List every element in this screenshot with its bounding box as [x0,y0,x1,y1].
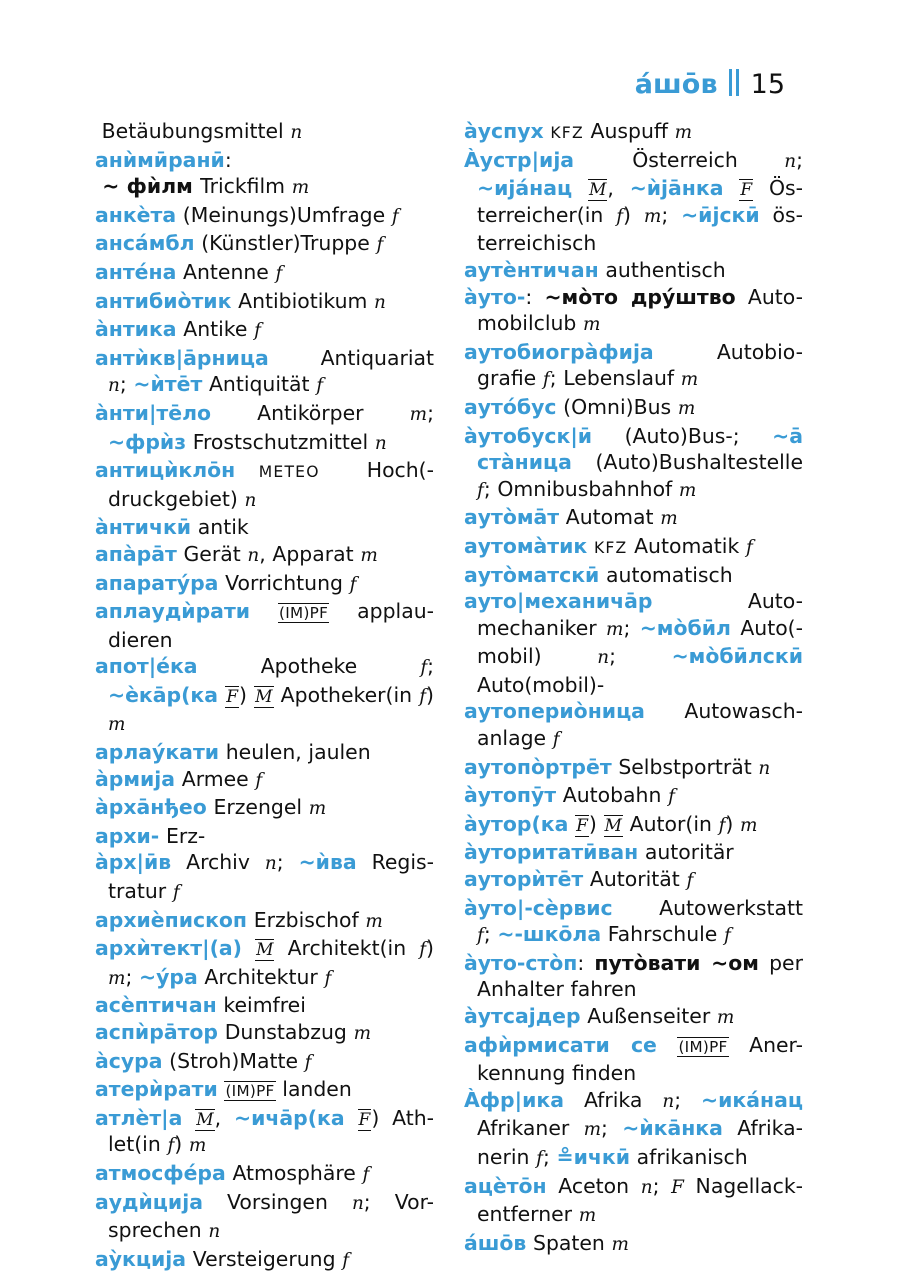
aspect-marker-impf: (IM)PF [279,604,329,623]
entry-automehanicar: ауто|механичāр Auto-mechaniker m; ~мòбӣл Auto(-mobil) n; ~мòбӣлскӣ Auto(mobil)- [464,589,803,697]
gender-marker-m: M [588,180,607,201]
entry-autobus: аутóбус (Omni)Bus m [464,394,696,419]
entry-autoservis: àуто|-сѐрвис Autowerkstatt f; ~-шкōла Fahrschule f [464,895,803,947]
entry-aukcija: аỳкција Versteigerung f [95,1246,350,1271]
gender-marker-m: M [255,686,273,707]
entry-aparatura: апаратýра Vorrichtung f [95,570,357,595]
entry-ansambl: ансáмбл (Künstler)Truppe f [95,231,384,256]
dictionary-body [95,118,803,1274]
page-number: 15 [750,69,785,100]
entry-arhandjeo: àрхāнђео Erzengel m [95,795,327,820]
running-head-word: áшōв [634,69,718,100]
swung-dash-variant-icon: ≗ичкӣ [556,1144,630,1169]
entry-autoperionica: аутопериòница Autowasch-anlage f [464,699,803,751]
entry-afirmisati-se: афѝрмисати се (IM)PF Aner-kennung finden [464,1032,803,1086]
aspect-marker-impf: (IM)PF [678,1037,728,1056]
left-column [95,118,434,1274]
right-column [464,118,803,1274]
entry-automat: аутòмāт Automat m [464,505,678,530]
entry-antibiotik: антибиòтик Antibiotikum n [95,288,386,313]
gender-marker-m: M [196,1109,214,1130]
entry-audicija: аудѝција Vorsingen n; Vor-sprechen n [95,1189,434,1243]
entry-aplaudirati: аплаудѝрати (IM)PF applau-dieren [95,599,434,652]
entry-aceton: ацѐтōн Aceton n; F Nagellack-entferner m [464,1173,803,1227]
entry-anticki: àнтичкӣ antik [95,515,249,540]
entry-autoritet: ауторѝтēт Autorität f [464,867,694,892]
running-head [635,66,785,98]
entry-apoteka: апот|éка Apotheke f; ~èкāр(ка F) M Apotheker(in f) m [95,654,435,736]
entry-autobuski: àутобуск|ӣ (Auto)Bus-; ~ā стàница (Auto)Bushaltestelle f; Omnibusbahnhof m [464,423,803,501]
gender-marker-f: F [576,815,588,836]
entry-armija: àрмија Armee f [95,766,263,791]
entry-atmosfera: атмосфéра Atmosphäre f [95,1160,370,1185]
gender-marker-m: M [256,940,274,961]
entry-continuation-betaubungsmittel: Betäubungsmittel n [95,119,303,143]
entry-autoportret: аутопòртрēт Selbstporträt n [464,754,771,779]
double-vertical-rule-icon [729,69,740,96]
entry-arlaukati: арлаýкати heulen, jaulen [95,740,371,765]
entry-asov: áшōв Spaten m [464,1230,629,1255]
entry-aseptican: асѐптичан keimfrei [95,993,306,1018]
entry-arhiv: àрх|ӣв Archiv n; ~ѝва Regis-tratur f [95,850,434,904]
gender-marker-f: F [226,686,238,707]
entry-autenticam: аутѐнтичан authentisch [464,257,726,282]
aspect-marker-impf: (IM)PF [225,1082,275,1101]
gender-marker-f: F [358,1109,371,1130]
entry-aterirati: атерѝрати (IM)PF landen [95,1077,352,1102]
entry-anketa: анкѐта (Meinungs)Umfrage f [95,202,399,227]
entry-autoritativan: àуторитатӣван autoritär [464,840,734,865]
entry-autor: àутор(ка F) M Autor(in f) m [464,811,758,836]
entry-antitelo: àнти|тēло Antikörper m; ~фрѝз Frostschutzmittel n [95,400,434,454]
entry-auspuh: àуспух KFZ Auspuff m [464,119,693,143]
entry-asura: àсура (Stroh)Matte f [95,1048,312,1073]
entry-arhitekt: архѝтект|(а) M Architekt(in f) m; ~ýра Architektur f [95,936,435,989]
gender-marker-m: M [604,815,622,836]
entry-automatik: аутомàтик KFZ Automatik f [464,533,753,558]
entry-autsajder: àутсајдер Außenseiter m [464,1004,735,1028]
entry-animirani-film: ~ фѝлм Trickfilm m [95,174,310,199]
entry-antika: àнтика Antike f [95,317,261,342]
gender-marker-f: F [740,180,753,201]
entry-afrika: Àфр|ика Afrika n; ~икáнац Afrikaner m; ~ѝкāнка Afrika-nerin f; ≗ичкӣ afrikanisch [464,1087,803,1169]
entry-automatski: аутòматскӣ automatisch [464,562,733,587]
entry-autostop: àуто-стòп: путòвати ~ом per Anhalter fahren [464,950,803,1002]
entry-austrija: Àустр|ија Österreich n; ~ијáнац M, ~ѝјāнка F Ös-terreicher(in f) m; ~ӣјскӣ ös-terreichisch [464,147,804,256]
entry-atleta: атлѐт|а M, ~ичāр(ка F) Ath-let(in f) m [95,1105,434,1157]
entry-aspirator: аспѝрāтор Dunstabzug m [95,1020,372,1044]
entry-antena: антéна Antenne f [95,259,283,284]
entry-aparat: апàрāт Gerät n, Apparat m [95,541,378,566]
entry-anticiklon: антицѝклōн METEO Hoch(-druckgebiet) n [95,458,434,511]
entry-antikvarnica: антѝкв|āрница Antiquariat n; ~ѝтēт Antiquität f [95,345,434,397]
entry-autoput: àутопӯт Autobahn f [464,783,675,808]
entry-arhi: архи- Erz- [95,823,206,848]
entry-auto-prefix: àуто-: ~мòто дрýштво Auto-mobilclub m [464,284,803,336]
entry-animirani: анѝмӣранӣ: [95,147,232,172]
entry-autobiografija: аутобиогрàфија Autobio-grafie f; Lebenslauf m [464,339,803,391]
entry-arhiepiskop: архиѐпископ Erzbischof m [95,907,383,932]
